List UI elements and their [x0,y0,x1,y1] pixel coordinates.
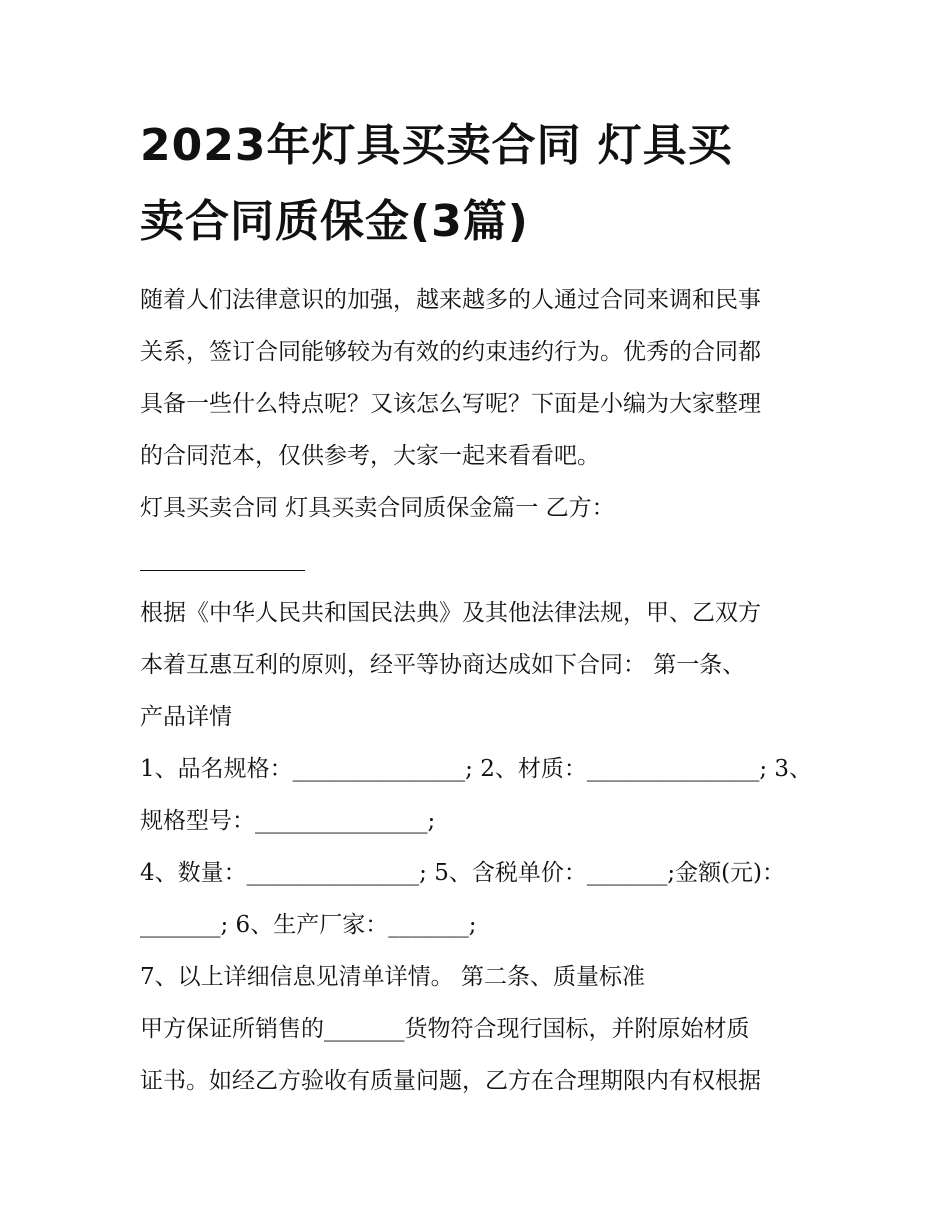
intro-line: 的合同范本，仅供参考，大家一起来看看吧。 [140,443,600,469]
item-line: 规格型号：_______________; [140,808,436,834]
title-line-2: 卖合同质保金(3篇) [140,196,529,247]
item-line: 甲方保证所销售的_______货物符合现行国标，并附原始材质 [140,1016,750,1042]
item-line: 4、数量：_______________; 5、含税单价：_______;金额(元)： [140,860,786,886]
items-paragraph [140,743,820,1107]
document-title [140,108,820,260]
intro-line: 具备一些什么特点呢？又该怎么写呢？下面是小编为大家整理 [140,391,761,417]
basis-line: 本着互惠互利的原则，经平等协商达成如下合同： 第一条、 [140,652,746,678]
blank-line [140,534,305,571]
item-line: _______; 6、生产厂家：_______; [140,912,477,938]
basis-line: 根据《中华人民共和国民法典》及其他法律法规，甲、乙双方 [140,600,761,626]
item-line: 7、以上详细信息见清单详情。 第二条、质量标准 [140,964,645,990]
intro-paragraph [140,274,820,482]
section-heading [140,482,820,534]
title-line-1: 2023年灯具买卖合同 灯具买 [140,120,733,171]
intro-line: 关系，签订合同能够较为有效的约束违约行为。优秀的合同都 [140,339,761,365]
intro-line: 随着人们法律意识的加强，越来越多的人通过合同来调和民事 [140,287,761,313]
basis-line: 产品详情 [140,704,232,730]
document-page [140,108,820,1107]
item-line: 证书。如经乙方验收有质量问题，乙方在合理期限内有权根据 [140,1068,761,1094]
item-line: 1、品名规格：_______________; 2、材质：_______________; 3、 [140,756,813,782]
section-heading-text: 灯具买卖合同 灯具买卖合同质保金篇一 乙方： [140,495,615,521]
basis-paragraph [140,587,820,743]
